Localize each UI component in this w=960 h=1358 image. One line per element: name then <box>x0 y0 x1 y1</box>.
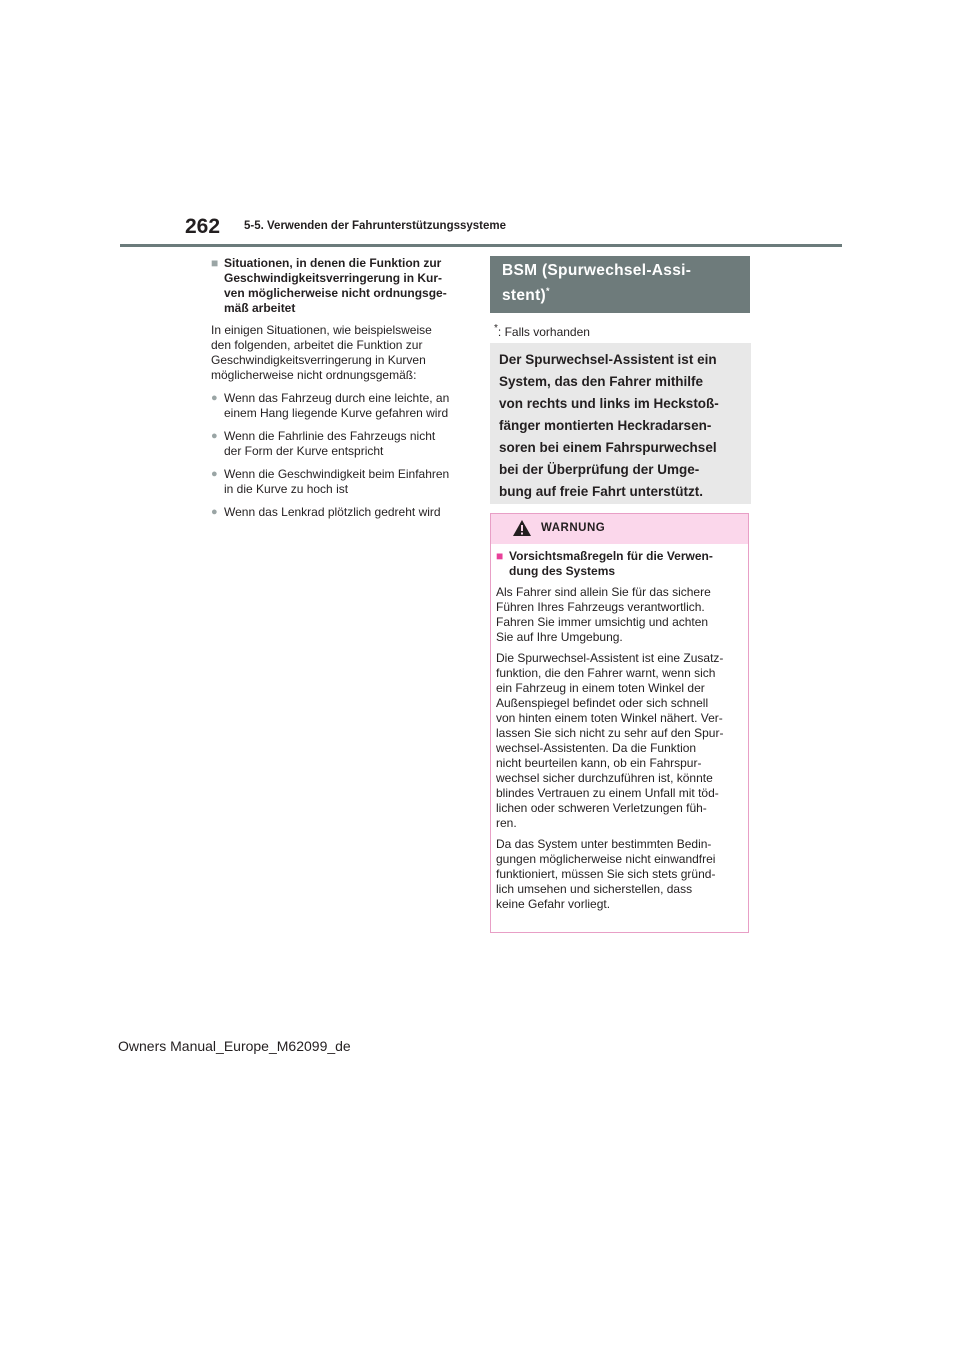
warning-paragraph: Als Fahrer sind allein Sie für das sichere Führen Ihres Fahrzeugs verantwortlich. Fahren Sie immer umsichtig und achten Sie auf Ihre Umgebung. <box>496 585 711 644</box>
bsm-section-header <box>490 256 750 313</box>
summary-text: Der Spurwechsel-Assistent ist ein System, das den Fahrer mithilfe von rechts und links im Heckstoß- fänger montierten Heckradarsen- soren bei einem Fahrspurwechsel bei der Überprüfung der Umge- bung auf freie Fahrt unterstützt. <box>499 352 719 499</box>
list-item: ● Wenn das Fahrzeug durch eine leichte, an einem Hang liegende Kurve gefahren wird <box>211 391 450 420</box>
round-bullet-icon: ● <box>211 430 218 442</box>
chapter-title: 5-5. Verwenden der Fahrunterstützungssysteme <box>244 220 507 232</box>
warning-body <box>491 544 748 912</box>
warning-paragraph: Die Spurwechsel-Assistent ist eine Zusatz- funktion, die den Fahrer warnt, wenn sich ein Fahrzeug in einem toten Winkel der Außenspiegel befindet oder sich schnell von hinten einem toten Winkel nähert. Ver- lassen Sie sich nicht zu sehr auf den Spur- wechsel-Assistenten. Da die Funktion nicht beurteilen kann, ob ein Fahrspur- wechsel sicher durchzuführen ist, könnte blindes Vertrauen zu einem Unfall mit töd- lichen oder schweren Verletzungen füh- ren. <box>496 651 724 830</box>
footer-text: Owners Manual_Europe_M62099_de <box>118 1038 351 1054</box>
warning-triangle-icon <box>512 519 532 537</box>
warning-heading: ■ Vorsichtsmaßregeln für die Verwen- dung des Systems <box>496 549 713 578</box>
round-bullet-icon: ● <box>211 468 218 480</box>
warning-header <box>491 514 748 544</box>
left-column <box>211 256 467 520</box>
square-bullet-icon: ■ <box>211 256 219 270</box>
bsm-title-line-2: stent)* <box>502 286 550 305</box>
list-item: ● Wenn die Geschwindigkeit beim Einfahren in die Kurve zu hoch ist <box>211 467 450 496</box>
footnote: *: Falls vorhanden <box>494 323 590 339</box>
warning-paragraph: Da das System unter bestimmten Bedin- gungen möglicherweise nicht einwandfrei funktioniert, müssen Sie sich stets gründ- lich umsehen und sicherstellen, dass keine Gefahr vorliegt. <box>496 837 716 911</box>
list-item: ● Wenn das Lenkrad plötzlich gedreht wird <box>211 505 441 519</box>
round-bullet-icon: ● <box>211 392 218 404</box>
warning-box <box>490 513 749 933</box>
bsm-title-line-1: BSM (Spurwechsel-Assi- <box>502 262 692 279</box>
header-rule <box>120 244 842 247</box>
warning-title: WARNUNG <box>541 522 606 534</box>
intro-paragraph: In einigen Situationen, wie beispielsweise den folgenden, arbeitet die Funktion zur Geschwindigkeitsverringerung in Kurven möglicherweise nicht ordnungsgemäß: <box>211 323 432 382</box>
footnote-marker: * <box>546 286 550 296</box>
round-bullet-icon: ● <box>211 506 218 518</box>
square-bullet-icon: ■ <box>496 549 504 563</box>
page-number: 262 <box>185 215 221 238</box>
list-item: ● Wenn die Fahrlinie des Fahrzeugs nicht der Form der Kurve entspricht <box>211 429 436 458</box>
summary-box <box>490 343 751 504</box>
section-heading <box>211 256 467 316</box>
section-heading-text: Situationen, in denen die Funktion zur Geschwindigkeitsverringerung in Kur- ven möglicherweise nicht ordnungsge- mäß arbeitet <box>224 256 447 315</box>
